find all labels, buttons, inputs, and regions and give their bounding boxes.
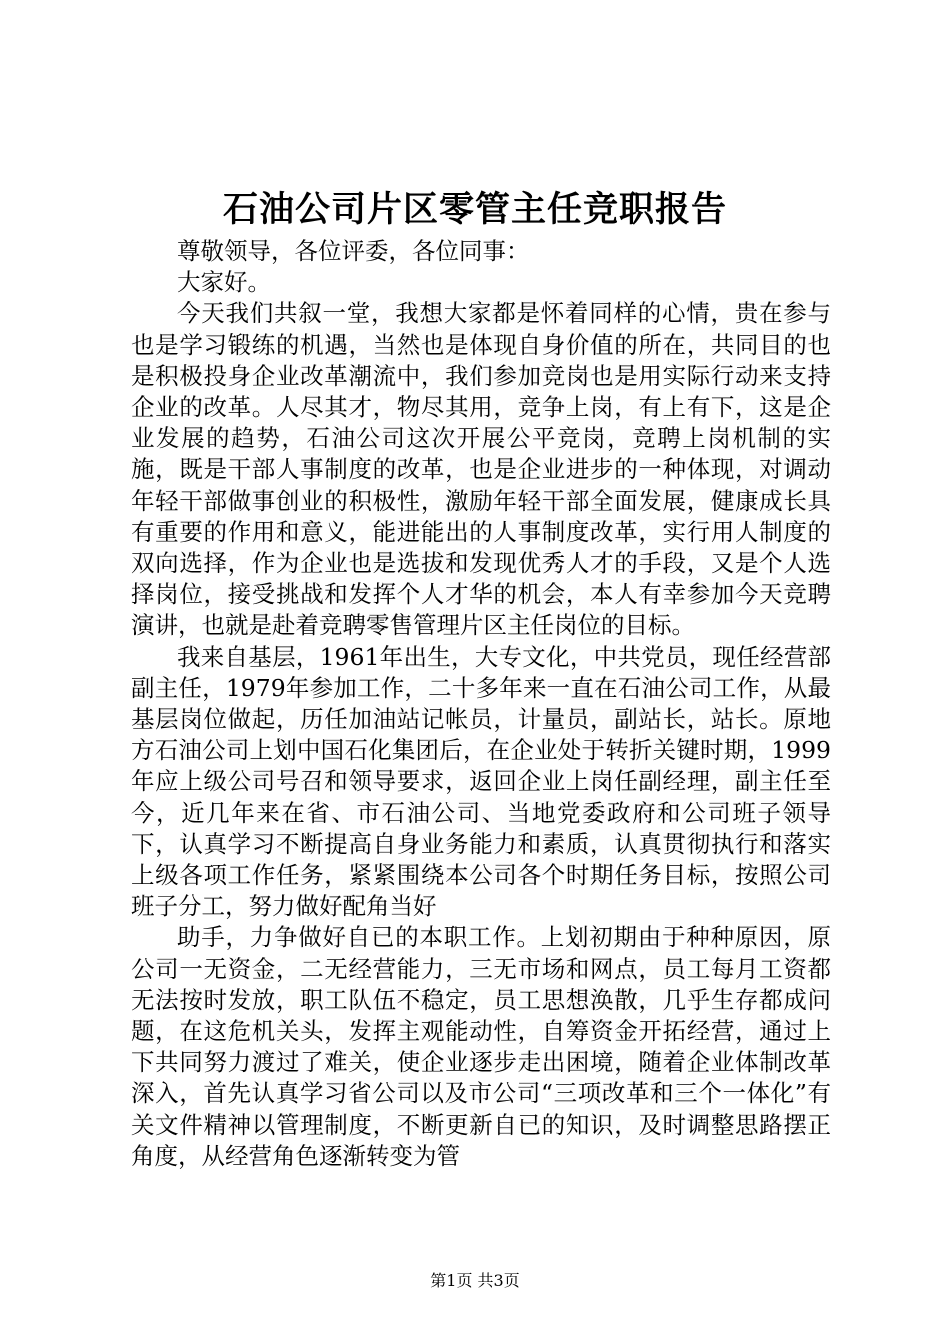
paragraph: 助手，力争做好自已的本职工作。上划初期由于种种原因，原公司一无资金，二无经营能力，三无市场和网点，员工每月工资都无法按时发放，职工队伍不稳定，员工思想涣散，几乎生存都成问题，在这危机关头，发挥主观能动性，自筹资金开拓经营，通过上下共同努力渡过了难关，使企业逐步走出困境，随着企业体制改革深入，首先认真学习省公司以及市公司“三项改革和三个一体化”有关文件精神以管理制度，不断更新自已的知识，及时调整思路摆正角度，从经营角色逐渐转变为管	[131, 923, 831, 1170]
greeting: 大家好。	[177, 268, 271, 297]
document-body	[131, 236, 831, 1172]
paragraph: 我来自基层，1961年出生，大专文化，中共党员，现任经营部副主任，1979年参加工作，二十多年来一直在石油公司工作，从最基层岗位做起，历任加油站记帐员，计量员，副站长，站长。原地方石油公司上划中国石化集团后，在企业处于转折关键时期，1999年应上级公司号召和领导要求，返回企业上岗任副经理，副主任至今，近几年来在省、市石油公司、当地党委政府和公司班子领导下，认真学习不断提高自身业务能力和素质，认真贯彻执行和落实上级各项工作任务，紧紧围绕本公司各个时期任务目标，按照公司班子分工，努力做好配角当好	[131, 642, 831, 921]
salutation: 尊敬领导，各位评委，各位同事：	[177, 237, 530, 265]
paragraph: 今天我们共叙一堂，我想大家都是怀着同样的心情，贵在参与也是学习锻练的机遇，当然也是体现自身价值的所在，共同目的也是积极投身企业改革潮流中，我们参加竞岗也是用实际行动来支持企业的改革。人尽其才，物尽其用，竞争上岗，有上有下，这是企业发展的趋势，石油公司这次开展公平竞岗，竞聘上岗机制的实施，既是干部人事制度的改革，也是企业进步的一种体现，对调动年轻干部做事创业的积极性，激励年轻干部全面发展，健康成长具有重要的作用和意义，能进能出的人事制度改革，实行用人制度的双向选择，作为企业也是选拔和发现优秀人才的手段，又是个人选择岗位，接受挑战和发挥个人才华的机会，本人有幸参加今天竞聘演讲，也就是赴着竞聘零售管理片区主任岗位的目标。	[131, 299, 831, 640]
document-title: 石油公司片区零管主任竞职报告	[222, 189, 727, 230]
page-footer: 第1页 共3页	[430, 1271, 520, 1290]
